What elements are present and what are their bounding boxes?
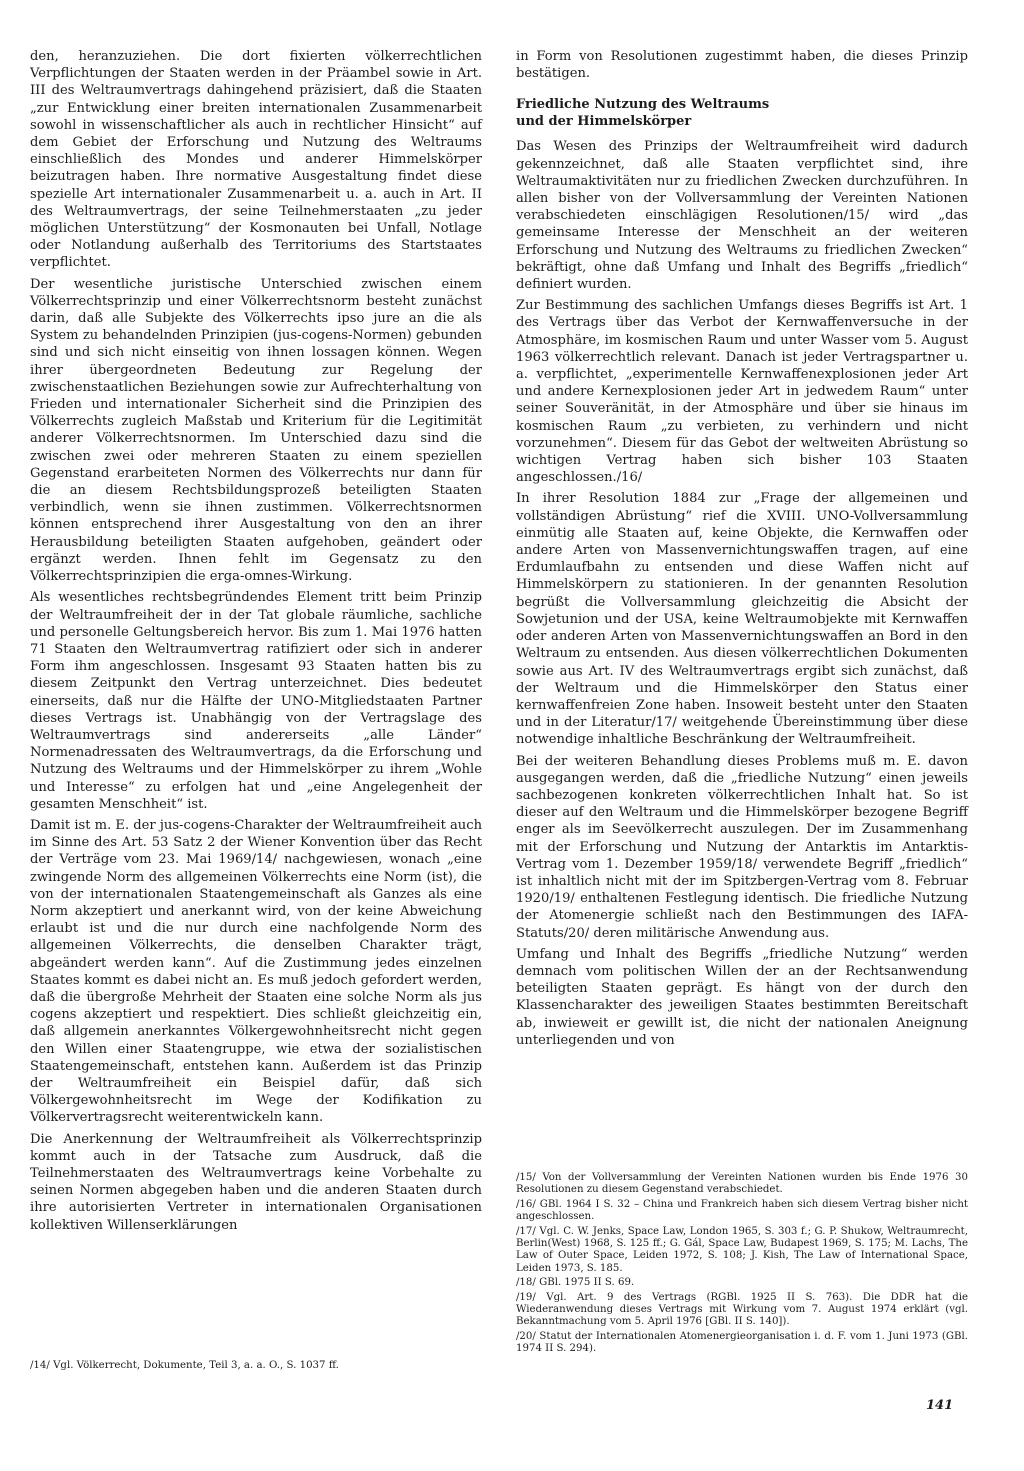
right-column [516, 48, 968, 1053]
left-column [30, 48, 482, 1238]
footnote: /19/ Vgl. Art. 9 des Vertrags (RGBl. 1925 II S. 763). Die DDR hat die Wiederanwendung dieses Vertrags mit Wirkung vom 7. August 1974 erklärt (vgl. Bekanntmachung vom 5. April 1976 [GBl. II S. 140]). [516, 1291, 968, 1328]
body-paragraph: In ihrer Resolution 1884 zur „Frage der allgemeinen und vollständigen Abrüstung“ rief die XVIII. UNO-Vollversammlung einmütig alle Staaten auf, keine Objekte, die Kernwaffen oder andere Arten von Massenvernichtungswaffen tragen, auf eine Erdumlaufbahn zu entsenden und diese Waffen nicht auf Himmelskörpern zu stationieren. In der genannten Resolution begrüßt die Vollversammlung gleichzeitig die Absicht der Sowjetunion und der USA, keine Weltraumobjekte mit Kernwaffen oder anderen Arten von Massenvernichtungswaffen an Bord in den Weltraum zu entsenden. Aus diesen völkerrechtlichen Dokumenten sowie aus Art. IV des Weltraumvertrags ergibt sich zunächst, daß der Weltraum und die Himmelskörper den Status einer kernwaffenfreien Zone haben. Insoweit besteht unter den Staaten und in der Literatur/17/ weitgehende Übereinstimmung über diese notwendige inhaltliche Beschränkung der Weltraumfreiheit. [516, 491, 968, 748]
footnote: /18/ GBl. 1975 II S. 69. [516, 1277, 635, 1289]
footnote: /14/ Vgl. Völkerrecht, Dokumente, Teil 3, a. a. O., S. 1037 ff. [30, 1360, 339, 1371]
body-paragraph: Die Anerkennung der Weltraumfreiheit als Völkerrechtsprinzip kommt auch in der Tatsache zum Ausdruck, daß die Teilnehmerstaaten des Weltraumvertrags keine Vorbehalte zu seinen Normen abgegeben haben und die anderen Staaten durch ihre autorisierten Vertreter in internationalen Organisationen kollektiven Willenserklärungen [30, 1131, 482, 1233]
section-heading [516, 96, 968, 130]
body-paragraph: Der wesentliche juristische Unterschied zwischen einem Völkerrechtsprinzip und einer Völkerrechtsnorm besteht zunächst darin, daß alle Subjekte des Völkerrechts ipso jure an die als System zu behandelnden Prinzipien (jus-cogens-Normen) gebunden sind und sich nicht einseitig von ihnen lossagen können. Wegen ihrer übergeordneten Bedeutung zur Regelung der zwischenstaatlichen Beziehungen sowie zur Aufrechterhaltung von Frieden und internationaler Sicherheit sind die Prinzipien des Völkerrechts zugleich Maßstab und Kriterium für die Legitimität anderer Völkerrechtsnormen. Im Unterschied dazu sind die zwischen zwei oder mehreren Staaten zu einem speziellen Gegenstand erarbeiteten Normen des Völkerrechts nur dann für die an diesem Rechtsbildungsprozeß beteiligten Staaten verbindlich, wenn sie ihnen zustimmen. Völkerrechtsnormen können entsprechend ihrer Ausgestaltung von den an ihrer Herausbildung beteiligten Staaten aufgehoben, geändert oder ergänzt werden. Ihnen fehlt im Gegensatz zu den Völkerrechtsprinzipien die erga-omnes-Wirkung. [30, 276, 482, 585]
page-number: 141 [926, 1398, 954, 1413]
footnote: /17/ Vgl. C. W. Jenks, Space Law, London 1965, S. 303 f.; G. P. Shukow, Weltraumrecht, Berlin(West) 1968, S. 125 ff.; G. Gál, Space Law, Budapest 1969, S. 175; M. Lachs, The Law of Outer Space, Leiden 1972, S. 108; J. Kish, The Law of International Space, Leiden 1973, S. 185. [516, 1225, 968, 1274]
body-paragraph: Umfang und Inhalt des Begriffs „friedliche Nutzung“ werden demnach vom politischen Willen der an der Rechtsanwendung beteiligten Staaten geprägt. Es hängt von der durch den Klassencharakter des jeweiligen Staates bestimmten Bereitschaft ab, inwieweit er gewillt ist, die nicht der nationalen Aneignung unterliegenden und von [516, 946, 968, 1048]
body-paragraph: Bei der weiteren Behandlung dieses Problems muß m. E. davon ausgegangen werden, daß die „friedliche Nutzung“ einen jeweils sachbezogenen konkreten völkerrechtlichen Inhalt hat. So ist dieser auf den Weltraum und die Himmelskörper bezogene Begriff enger als im Seevölkerrecht auszulegen. Der im Zusammenhang mit der Erforschung und Nutzung der Antarktis im Antarktis-Vertrag vom 1. Dezember 1959/18/ verwendete Begriff „friedlich“ ist inhaltlich nicht mit der im Spitzbergen-Vertrag vom 8. Februar 1920/19/ enthaltenen Festlegung identisch. Die friedliche Nutzung der Atomenergie schließt nach den Bestimmungen des IAFA-Statuts/20/ deren militärische Anwendung aus. [516, 753, 968, 941]
footnote: /20/ Statut der Internationalen Atomenergieorganisation i. d. F. vom 1. Juni 1973 (GBl. 1974 II S. 294). [516, 1330, 968, 1355]
body-paragraph: in Form von Resolutionen zugestimmt haben, die dieses Prinzip bestätigen. [516, 49, 968, 82]
body-paragraph: Zur Bestimmung des sachlichen Umfangs dieses Begriffs ist Art. 1 des Vertrags über das Verbot der Kernwaffenversuche in der Atmosphäre, im kosmischen Raum und unter Wasser vom 5. August 1963 völkerrechtlich relevant. Danach ist jeder Vertragspartner u. a. verpflichtet, „experimentelle Kernwaffenexplosionen jeder Art und andere Kernexplosionen jeder Art in jedwedem Raum“ unter seiner Souveränität, in der Atmosphäre und über sie hinaus im kosmischen Raum „zu verbieten, zu verhindern und nicht vorzunehmen“. Diesem für das Gebot der weltweiten Abrüstung so wichtigen Vertrag haben sich bisher 103 Staaten angeschlossen./16/ [516, 298, 968, 486]
body-paragraph: Als wesentliches rechtsbegründendes Element tritt beim Prinzip der Weltraumfreiheit der in der Tat globale räumliche, sachliche und personelle Geltungsbereich hervor. Bis zum 1. Mai 1976 hatten 71 Staaten den Weltraumvertrag ratifiziert oder sich in anderer Form ihm angeschlossen. Insgesamt 93 Staaten hatten bis zu diesem Zeitpunkt den Vertrag unterzeichnet. Dies bedeutet einerseits, daß nur die Hälfte der UNO-Mitgliedstaaten Partner dieses Vertrags ist. Unabhängig von der Vertragslage des Weltraumvertrags sind andererseits „alle Länder“ Normenadressaten des Weltraumvertrags, da die Erforschung und Nutzung des Weltraums und der Himmelskörper zu ihrem „Wohle und Interesse“ zu erfolgen hat und „eine Angelegenheit der gesamten Menschheit“ ist. [30, 590, 482, 812]
section-heading-line: Friedliche Nutzung des Weltraums [516, 97, 770, 113]
section-heading-line: und der Himmelskörper [516, 114, 692, 130]
right-footnotes [516, 1172, 968, 1358]
body-paragraph: Damit ist m. E. der jus-cogens-Charakter der Weltraumfreiheit auch im Sinne des Art. 53 Satz 2 der Wiener Konvention über das Recht der Verträge vom 23. Mai 1969/14/ nachgewiesen, wonach „eine zwingende Norm des allgemeinen Völkerrechts eine Norm (ist), die von der internationalen Staatengemeinschaft als Ganzes als eine Norm akzeptiert und anerkannt wird, von der keine Abweichung erlaubt ist und die nur durch eine nachfolgende Norm des allgemeinen Völkerrechts, die denselben Charakter trägt, abgeändert werden kann“. Auf die Zustimmung jedes einzelnen Staates kommt es dabei nicht an. Es muß jedoch gefordert werden, daß die übergroße Mehrheit der Staaten eine solche Norm als jus cogens akzeptiert und respektiert. Dies schließt gleichzeitig ein, daß allgemein anerkanntes Völkergewohnheitsrecht nicht gegen den Willen einer Staatengruppe, wie etwa der sozialistischen Staatengemeinschaft, entstehen kann. Außerdem ist das Prinzip der Weltraumfreiheit ein Beispiel dafür, daß sich Völkergewohnheitsrecht im Wege der Kodifikation zu Völkervertragsrecht weiterentwickeln kann. [30, 817, 482, 1126]
left-footnotes [30, 1360, 482, 1374]
footnote: /15/ Von der Vollversammlung der Vereinten Nationen wurden bis Ende 1976 30 Resolutionen zu diesem Gegenstand verabschiedet. [516, 1172, 968, 1196]
body-paragraph: den, heranzuziehen. Die dort fixierten völkerrechtlichen Verpflichtungen der Staaten werden in der Präambel sowie in Art. III des Weltraumvertrags dahingehend präzisiert, daß die Staaten „zur Entwicklung einer breiten internationalen Zusammenarbeit sowohl in wissenschaftlicher als auch in rechtlicher Hinsicht“ auf dem Gebiet der Erforschung und Nutzung des Weltraums einschließlich des Mondes und anderer Himmelskörper beizutragen haben. Ihre normative Ausgestaltung findet diese spezielle Art internationaler Zusammenarbeit u. a. auch in Art. II des Weltraumvertrags, der seine Teilnehmerstaaten „zu jeder möglichen Unterstützung“ der Kosmonauten bei Unfall, Notlage oder Notlandung außerhalb des Territoriums des Startstaates verpflichtet. [30, 49, 482, 271]
body-paragraph: Das Wesen des Prinzips der Weltraumfreiheit wird dadurch gekennzeichnet, daß alle Staaten verpflichtet sind, ihre Weltraumaktivitäten nur zu friedlichen Zwecken durchzuführen. In allen bisher von der Vollversammlung der Vereinten Nationen verabschiedeten einschlägigen Resolutionen/15/ wird „das gemeinsame Interesse der Menschheit an der weiteren Erforschung und Nutzung des Weltraums zu friedlichen Zwecken“ bekräftigt, ohne daß Umfang und Inhalt des Begriffs „friedlich“ definiert wurden. [516, 139, 968, 293]
footnote: /16/ GBl. 1964 I S. 32 – China und Frankreich haben sich diesem Vertrag bisher nicht angeschlossen. [516, 1198, 968, 1223]
